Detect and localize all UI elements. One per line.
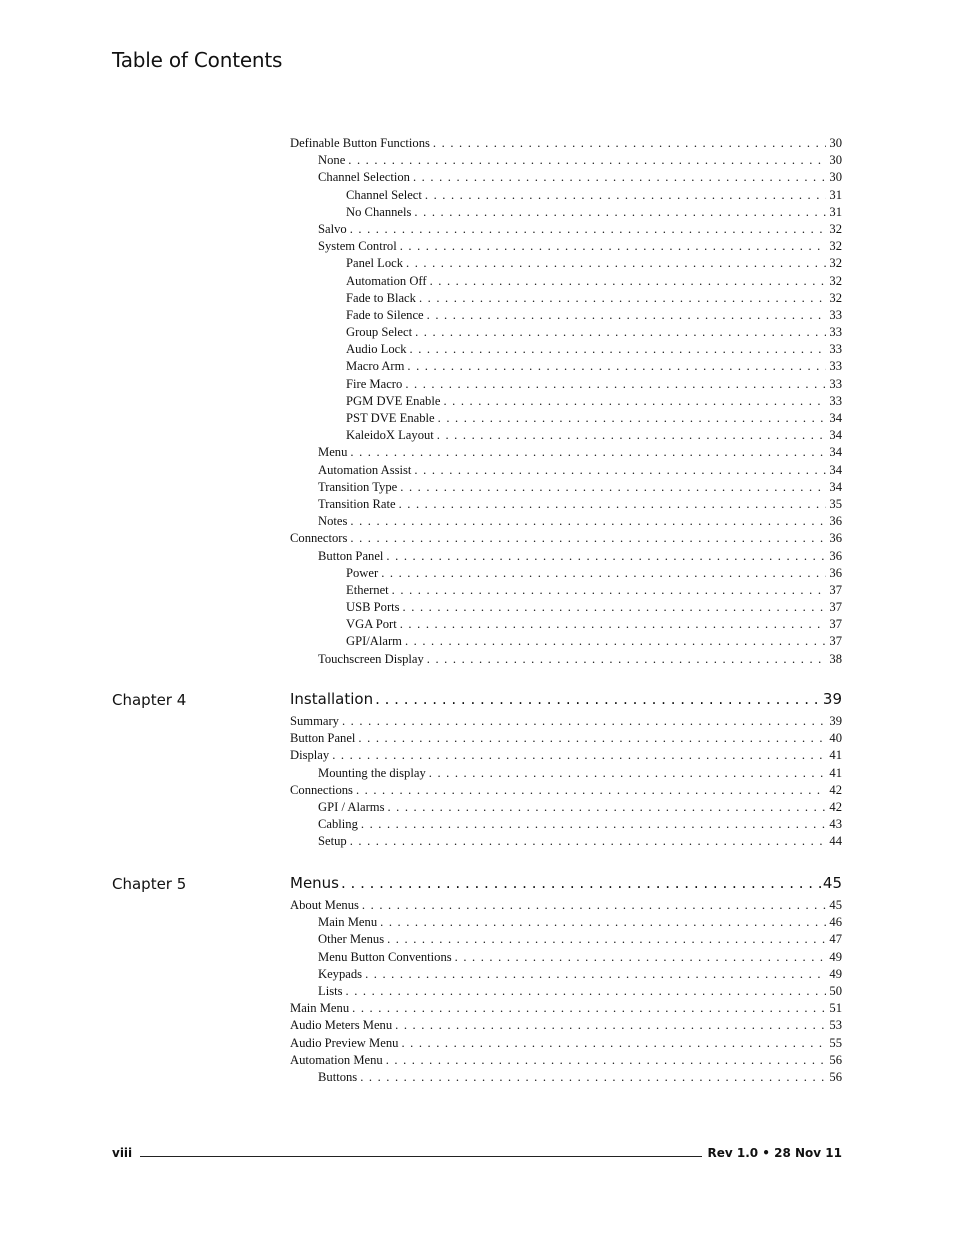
- toc-entry[interactable]: [290, 833, 842, 850]
- toc-entry-label: Panel Lock: [346, 256, 404, 271]
- page-title: Table of Contents: [112, 48, 283, 72]
- toc-entry[interactable]: [290, 616, 842, 633]
- toc-entry-page: 55: [829, 1035, 842, 1050]
- toc-entry-page: 32: [829, 221, 842, 236]
- toc-entry[interactable]: [290, 931, 842, 948]
- toc-entry-label: About Menus: [290, 898, 359, 912]
- toc-entry-page: 34: [829, 462, 842, 477]
- leader-dots: [405, 633, 826, 650]
- toc-entry-page: 45: [829, 898, 842, 912]
- toc-entry[interactable]: [290, 966, 842, 983]
- toc-entry-label: Audio Meters Menu: [290, 1018, 393, 1033]
- toc-entry-label: Automation Menu: [290, 1052, 383, 1067]
- toc-entry[interactable]: [290, 799, 842, 816]
- toc-entry-page: 37: [829, 634, 842, 649]
- toc-entry-page: 30: [829, 136, 842, 150]
- toc-entry-page: 41: [829, 765, 842, 780]
- toc-entry[interactable]: [290, 914, 842, 931]
- leader-dots: [365, 966, 826, 983]
- leader-dots: [346, 983, 827, 1000]
- toc-entry[interactable]: [290, 530, 842, 547]
- chapter-5-heading[interactable]: [290, 874, 842, 892]
- toc-entry-page: 32: [829, 290, 842, 305]
- chapter-4-label: Chapter 4: [112, 691, 187, 709]
- chapter-5-page: 45: [822, 874, 842, 892]
- toc-entry-label: Salvo: [318, 221, 347, 236]
- toc-entry-page: 33: [829, 342, 842, 357]
- leader-dots: [375, 690, 821, 708]
- toc-entry[interactable]: [290, 747, 842, 764]
- toc-entry[interactable]: [290, 341, 842, 358]
- chapter-4-page: 39: [822, 690, 842, 708]
- toc-entry-label: Menu: [318, 445, 348, 460]
- toc-entry-page: 42: [829, 782, 842, 797]
- leader-dots: [406, 255, 826, 272]
- toc-entry[interactable]: [290, 1069, 842, 1086]
- toc-entry-page: 41: [829, 748, 842, 763]
- toc-entry-label: Setup: [318, 834, 347, 849]
- leader-dots: [352, 1000, 826, 1017]
- toc-entry-page: 49: [829, 966, 842, 981]
- leader-dots: [400, 238, 827, 255]
- toc-entry-label: Summary: [290, 714, 339, 728]
- toc-entry-label: Automation Assist: [318, 462, 412, 477]
- toc-entry[interactable]: [290, 444, 842, 461]
- toc-entry-page: 37: [829, 600, 842, 615]
- leader-dots: [413, 169, 826, 186]
- toc-entry-label: Button Panel: [290, 731, 356, 746]
- leader-dots: [437, 427, 827, 444]
- toc-entry-label: Mounting the display: [318, 765, 426, 780]
- leader-dots: [350, 833, 827, 850]
- toc-entry-page: 56: [829, 1052, 842, 1067]
- toc-entry-label: Power: [346, 565, 379, 580]
- toc-entry-label: Channel Selection: [318, 170, 410, 185]
- toc-entry[interactable]: [290, 290, 842, 307]
- toc-entry[interactable]: [290, 949, 842, 966]
- toc-entry-label: VGA Port: [346, 617, 397, 632]
- toc-entry-page: 30: [829, 153, 842, 168]
- toc-entry[interactable]: [290, 273, 842, 290]
- toc-entry[interactable]: [290, 307, 842, 324]
- toc-entry[interactable]: [290, 376, 842, 393]
- leader-dots: [348, 152, 826, 169]
- toc-entry[interactable]: [290, 1035, 842, 1052]
- toc-entry[interactable]: [290, 1052, 842, 1069]
- toc-list-chapter-4: [290, 713, 842, 851]
- leader-dots: [433, 135, 826, 152]
- leader-dots: [356, 782, 826, 799]
- chapter-4-title: Installation: [290, 690, 374, 708]
- toc-entry[interactable]: [290, 152, 842, 169]
- toc-entry-label: Touchscreen Display: [318, 651, 424, 666]
- toc-entry[interactable]: [290, 730, 842, 747]
- leader-dots: [438, 410, 827, 427]
- toc-entry-page: 47: [829, 932, 842, 947]
- toc-entry[interactable]: [290, 479, 842, 496]
- toc-entry-label: KaleidoX Layout: [346, 428, 434, 443]
- leader-dots: [387, 799, 826, 816]
- toc-entry-label: USB Ports: [346, 600, 400, 615]
- toc-entry[interactable]: [290, 651, 842, 668]
- page-footer: [112, 1146, 842, 1162]
- toc-entry-label: Fire Macro: [346, 376, 403, 391]
- toc-entry[interactable]: [290, 410, 842, 427]
- toc-entry-label: Audio Preview Menu: [290, 1035, 399, 1050]
- leader-dots: [415, 324, 826, 341]
- toc-entry-page: 40: [829, 731, 842, 746]
- toc-entry-page: 50: [829, 983, 842, 998]
- toc-entry-label: Transition Type: [318, 479, 398, 494]
- leader-dots: [350, 513, 826, 530]
- toc-entry[interactable]: [290, 169, 842, 186]
- leader-dots: [362, 897, 826, 914]
- toc-entry-label: Definable Button Functions: [290, 136, 430, 150]
- toc-entry-label: Automation Off: [346, 273, 427, 288]
- toc-entry[interactable]: [290, 427, 842, 444]
- leader-dots: [380, 914, 826, 931]
- toc-entry-page: 34: [829, 445, 842, 460]
- toc-entry[interactable]: [290, 324, 842, 341]
- toc-entry-label: Display: [290, 748, 330, 763]
- toc-entry-page: 32: [829, 256, 842, 271]
- toc-list-continued: [290, 135, 842, 668]
- toc-entry-label: GPI / Alarms: [318, 799, 385, 814]
- toc-entry-page: 34: [829, 411, 842, 425]
- toc-entry-label: Connections: [290, 782, 353, 797]
- leader-dots: [342, 713, 826, 730]
- toc-entry-page: 38: [829, 651, 842, 666]
- toc-entry-label: Macro Arm: [346, 359, 405, 374]
- toc-entry-page: 37: [829, 582, 842, 597]
- toc-entry[interactable]: [290, 983, 842, 1000]
- leader-dots: [350, 221, 827, 238]
- toc-entry-page: 33: [829, 393, 842, 408]
- footer-page-number: viii: [112, 1146, 133, 1160]
- toc-entry-label: Keypads: [318, 966, 363, 981]
- toc-entry-label: Menu Button Conventions: [318, 949, 452, 964]
- toc-entry-label: Lists: [318, 983, 343, 998]
- toc-entry-label: Main Menu: [290, 1001, 350, 1016]
- toc-entry[interactable]: [290, 713, 842, 730]
- leader-dots: [332, 747, 826, 764]
- toc-entry-label: Audio Lock: [346, 342, 407, 357]
- toc-entry-page: 31: [829, 187, 842, 202]
- toc-entry-label: Button Panel: [318, 548, 384, 563]
- toc-entry-page: 36: [829, 565, 842, 580]
- toc-entry-page: 33: [829, 376, 842, 391]
- toc-entry[interactable]: [290, 548, 842, 565]
- toc-entry[interactable]: [290, 204, 842, 221]
- toc-entry[interactable]: [290, 255, 842, 272]
- toc-entry-label: PST DVE Enable: [346, 411, 435, 425]
- toc-entry[interactable]: [290, 496, 842, 513]
- leader-dots: [427, 651, 827, 668]
- toc-entry-page: 36: [829, 548, 842, 563]
- toc-entry-page: 30: [829, 170, 842, 185]
- leader-dots: [392, 582, 827, 599]
- toc-entry-page: 33: [829, 307, 842, 322]
- toc-entry-label: Group Select: [346, 325, 413, 340]
- chapter-5-title: Menus: [290, 874, 339, 892]
- toc-entry[interactable]: [290, 135, 842, 152]
- toc-entry-page: 44: [829, 834, 842, 849]
- toc-entry[interactable]: [290, 582, 842, 599]
- toc-entry-label: Ethernet: [346, 582, 389, 597]
- leader-dots: [414, 204, 826, 221]
- toc-entry-page: 39: [829, 714, 842, 728]
- chapter-5-label: Chapter 5: [112, 875, 187, 893]
- toc-entry-page: 53: [829, 1018, 842, 1033]
- leader-dots: [455, 949, 827, 966]
- toc-entry-page: 34: [829, 479, 842, 494]
- leader-dots: [350, 444, 826, 461]
- toc-entry[interactable]: [290, 187, 842, 204]
- toc-entry-page: 32: [829, 239, 842, 254]
- leader-dots: [419, 290, 826, 307]
- footer-rule: [140, 1156, 702, 1157]
- leader-dots: [395, 1017, 826, 1034]
- toc-entry-label: Fade to Silence: [346, 307, 424, 322]
- toc-list-chapter-5: [290, 897, 842, 1086]
- toc-entry[interactable]: [290, 358, 842, 375]
- toc-entry-page: 36: [829, 531, 842, 546]
- toc-entry-page: 43: [829, 817, 842, 832]
- toc-entry-page: 49: [829, 949, 842, 964]
- toc-entry[interactable]: [290, 1000, 842, 1017]
- toc-entry[interactable]: [290, 513, 842, 530]
- toc-entry[interactable]: [290, 1017, 842, 1034]
- toc-entry[interactable]: [290, 633, 842, 650]
- toc-entry-label: Channel Select: [346, 187, 422, 202]
- leader-dots: [443, 393, 826, 410]
- footer-revision: Rev 1.0 • 28 Nov 11: [707, 1146, 842, 1160]
- leader-dots: [386, 1052, 827, 1069]
- leader-dots: [400, 479, 826, 496]
- toc-entry-page: 33: [829, 359, 842, 374]
- leader-dots: [381, 565, 826, 582]
- leader-dots: [350, 530, 826, 547]
- leader-dots: [360, 1069, 826, 1086]
- leader-dots: [427, 307, 827, 324]
- toc-entry[interactable]: [290, 897, 842, 914]
- toc-entry-label: Notes: [318, 514, 348, 529]
- toc-entry-label: Other Menus: [318, 932, 385, 947]
- leader-dots: [341, 874, 821, 892]
- toc-entry-label: Transition Rate: [318, 496, 396, 511]
- leader-dots: [407, 358, 826, 375]
- chapter-4-heading[interactable]: [290, 690, 842, 708]
- toc-entry[interactable]: [290, 599, 842, 616]
- toc-entry-page: 32: [829, 273, 842, 288]
- toc-entry-page: 35: [829, 496, 842, 511]
- toc-entry-page: 51: [829, 1001, 842, 1016]
- leader-dots: [425, 187, 827, 204]
- leader-dots: [401, 1035, 826, 1052]
- leader-dots: [410, 341, 827, 358]
- toc-entry-label: Cabling: [318, 817, 358, 832]
- toc-entry[interactable]: [290, 765, 842, 782]
- leader-dots: [405, 376, 826, 393]
- leader-dots: [403, 599, 827, 616]
- toc-entry-label: Fade to Black: [346, 290, 416, 305]
- toc-entry[interactable]: [290, 462, 842, 479]
- toc-entry-label: GPI/Alarm: [346, 634, 402, 649]
- toc-entry-label: Connectors: [290, 531, 348, 546]
- leader-dots: [400, 616, 827, 633]
- toc-entry-page: 31: [829, 204, 842, 219]
- toc-entry-label: None: [318, 153, 346, 168]
- toc-entry-label: PGM DVE Enable: [346, 393, 441, 408]
- toc-entry-page: 36: [829, 514, 842, 529]
- leader-dots: [361, 816, 827, 833]
- toc-entry-page: 42: [829, 799, 842, 814]
- toc-entry-label: System Control: [318, 239, 397, 254]
- toc-entry[interactable]: [290, 565, 842, 582]
- toc-entry[interactable]: [290, 782, 842, 799]
- toc-entry[interactable]: [290, 238, 842, 255]
- leader-dots: [430, 273, 827, 290]
- leader-dots: [414, 462, 826, 479]
- toc-entry-page: 34: [829, 428, 842, 443]
- leader-dots: [429, 765, 827, 782]
- toc-entry-page: 46: [829, 915, 842, 930]
- toc-entry-page: 37: [829, 617, 842, 632]
- leader-dots: [386, 548, 826, 565]
- toc-entry-page: 33: [829, 325, 842, 340]
- toc-entry[interactable]: [290, 221, 842, 238]
- toc-entry-page: 56: [829, 1069, 842, 1084]
- leader-dots: [387, 931, 826, 948]
- toc-entry-label: Buttons: [318, 1069, 358, 1084]
- toc-entry-label: No Channels: [346, 204, 412, 219]
- leader-dots: [358, 730, 826, 747]
- toc-entry[interactable]: [290, 816, 842, 833]
- toc-entry[interactable]: [290, 393, 842, 410]
- leader-dots: [399, 496, 827, 513]
- toc-entry-label: Main Menu: [318, 915, 378, 930]
